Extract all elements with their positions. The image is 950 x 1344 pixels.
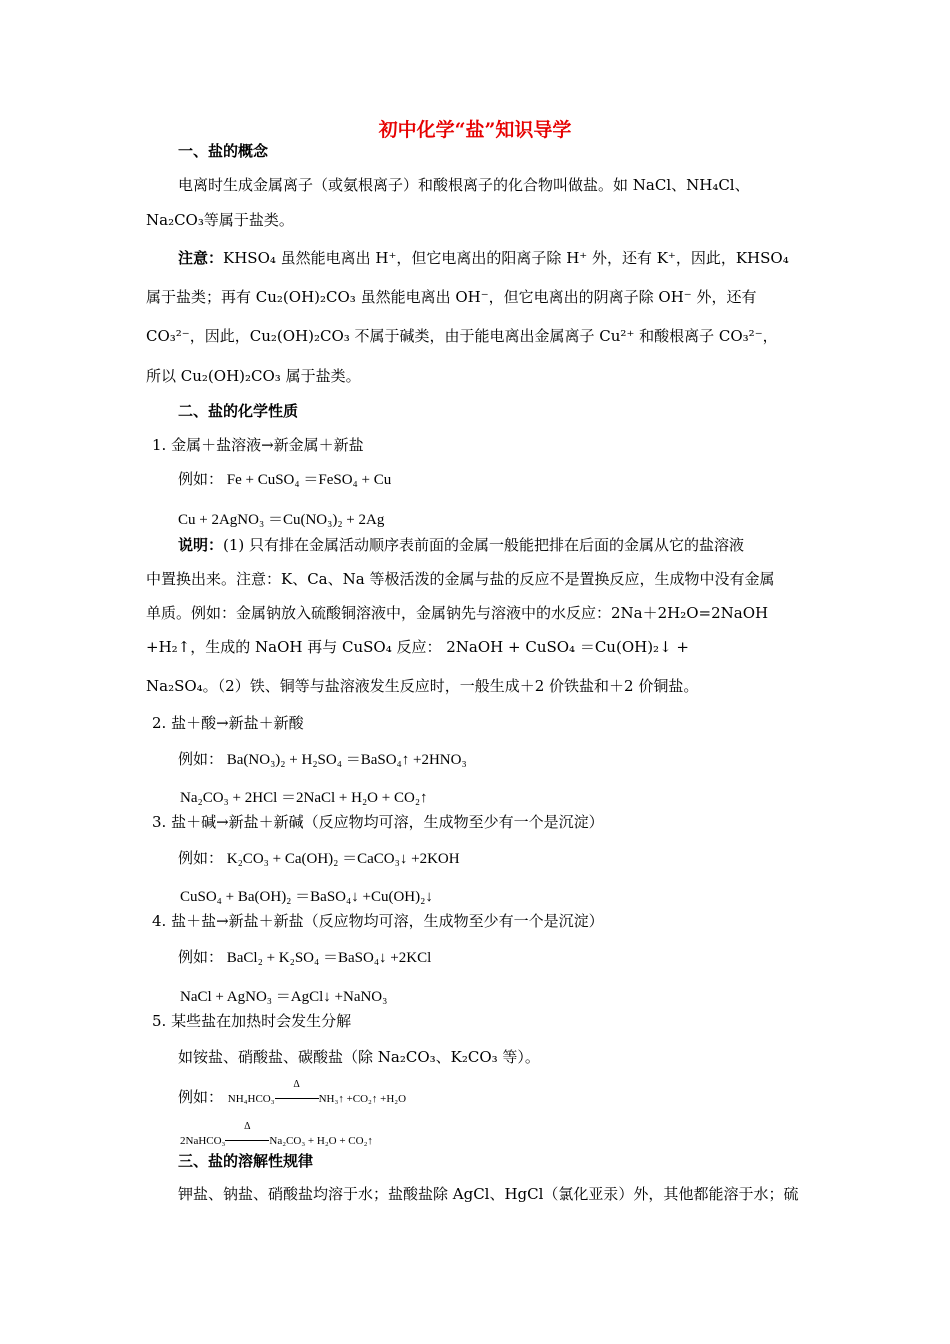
- explanation-text: (1) 只有排在金属活动顺序表前面的金属一般能把排在后面的金属从它的盐溶液: [223, 536, 745, 554]
- heat-arrow: [275, 1079, 319, 1107]
- note-text: KHSO₄ 虽然能电离出 H⁺，但它电离出的阳离子除 H⁺ 外，还有 K⁺，因此，KHSO₄: [223, 249, 789, 267]
- section-3-heading: 三、盐的溶解性规律: [178, 1153, 314, 1170]
- rule-heading: 1. 金属＋盐溶液→新金属＋新盐: [152, 436, 364, 454]
- rule-heading: 5. 某些盐在加热时会发生分解: [152, 1012, 352, 1030]
- paragraph: 单质。例如：金属钠放入硫酸铜溶液中，金属钠先与溶液中的水反应：2Na＋2H₂O=2NaOH: [146, 604, 769, 622]
- delta-symbol: Δ: [293, 1079, 300, 1090]
- equation: 例如： Ba(NO₃)₂ + H₂SO₄ ＝BaSO₄↑ +2HNO₃: [178, 752, 467, 768]
- paragraph: +H₂↑，生成的 NaOH 再与 CuSO₄ 反应： 2NaOH + CuSO₄ ＝Cu(OH)₂↓ +: [146, 638, 689, 656]
- explanation-label: 说明：: [178, 536, 224, 554]
- equation: CuSO₄ + Ba(OH)₂ ＝BaSO₄↓ +Cu(OH)₂↓: [180, 889, 433, 905]
- paragraph: 如铵盐、硝酸盐、碳酸盐（除 Na₂CO₃、K₂CO₃ 等）。: [178, 1048, 540, 1066]
- reactant: NH₄HCO₃: [227, 1093, 275, 1105]
- equation: Na₂CO₃ + 2HCl ＝2NaCl + H₂O + CO₂↑: [180, 790, 428, 806]
- note-label: 注意：: [178, 249, 224, 267]
- rule-heading: 3. 盐＋碱→新盐＋新碱（反应物均可溶，生成物至少有一个是沉淀）: [152, 813, 604, 831]
- paragraph: CO₃²⁻，因此，Cu₂(OH)₂CO₃ 不属于碱类，由于能电离出金属离子 Cu²⁺ 和酸根离子 CO₃²⁻，: [146, 327, 778, 345]
- rule-heading: 4. 盐＋盐→新盐＋新盐（反应物均可溶，生成物至少有一个是沉淀）: [152, 912, 604, 930]
- paragraph: Na₂CO₃等属于盐类。: [146, 211, 294, 229]
- equation: 例如： K₂CO₃ + Ca(OH)₂ ＝CaCO₃↓ +2KOH: [178, 851, 460, 867]
- paragraph: 钾盐、钠盐、硝酸盐均溶于水；盐酸盐除 AgCl、HgCl（氯化亚汞）外，其他都能溶于水；硫: [178, 1185, 799, 1203]
- decomposition-example-1: [178, 1079, 407, 1109]
- paragraph: 电离时生成金属离子（或氨根离子）和酸根离子的化合物叫做盐。如 NaCl、NH₄Cl、: [178, 176, 750, 194]
- paragraph: 中置换出来。注意：K、Ca、Na 等极活泼的金属与盐的反应不是置换反应，生成物中没有金属: [146, 570, 775, 588]
- note-line: [178, 248, 789, 268]
- equation: 例如： BaCl₂ + K₂SO₄ ＝BaSO₄↓ +2KCl: [178, 950, 432, 966]
- paragraph: Na₂SO₄。（2）铁、铜等与盐溶液发生反应时，一般生成＋2 价铁盐和＋2 价铜盐。: [146, 677, 699, 695]
- reactant: 2NaHCO₃: [180, 1135, 226, 1147]
- equation: 例如： Fe + CuSO₄ ＝FeSO₄ + Cu: [178, 472, 392, 488]
- explanation-line: [178, 535, 744, 555]
- equation: Cu + 2AgNO₃ ＝Cu(NO₃)₂ + 2Ag: [178, 512, 385, 528]
- paragraph: 所以 Cu₂(OH)₂CO₃ 属于盐类。: [146, 367, 361, 385]
- equation: NaCl + AgNO₃ ＝AgCl↓ +NaNO₃: [180, 989, 388, 1005]
- products: Na₂CO₃ + H₂O + CO₂↑: [269, 1135, 373, 1147]
- products: NH₃↑ +CO₂↑ +H₂O: [318, 1093, 407, 1105]
- section-2-heading: 二、盐的化学性质: [178, 403, 299, 420]
- page-title: 初中化学“盐”知识导学: [378, 119, 572, 141]
- example-label: 例如：: [178, 1088, 224, 1106]
- paragraph: 属于盐类；再有 Cu₂(OH)₂CO₃ 虽然能电离出 OH⁻，但它电离出的阴离子除 OH⁻ 外，还有: [146, 288, 757, 306]
- section-1-heading: 一、盐的概念: [178, 143, 269, 160]
- delta-symbol: Δ: [244, 1121, 251, 1132]
- heat-arrow: [225, 1121, 269, 1149]
- decomposition-example-2: [180, 1121, 373, 1151]
- rule-heading: 2. 盐＋酸→新盐＋新酸: [152, 714, 304, 732]
